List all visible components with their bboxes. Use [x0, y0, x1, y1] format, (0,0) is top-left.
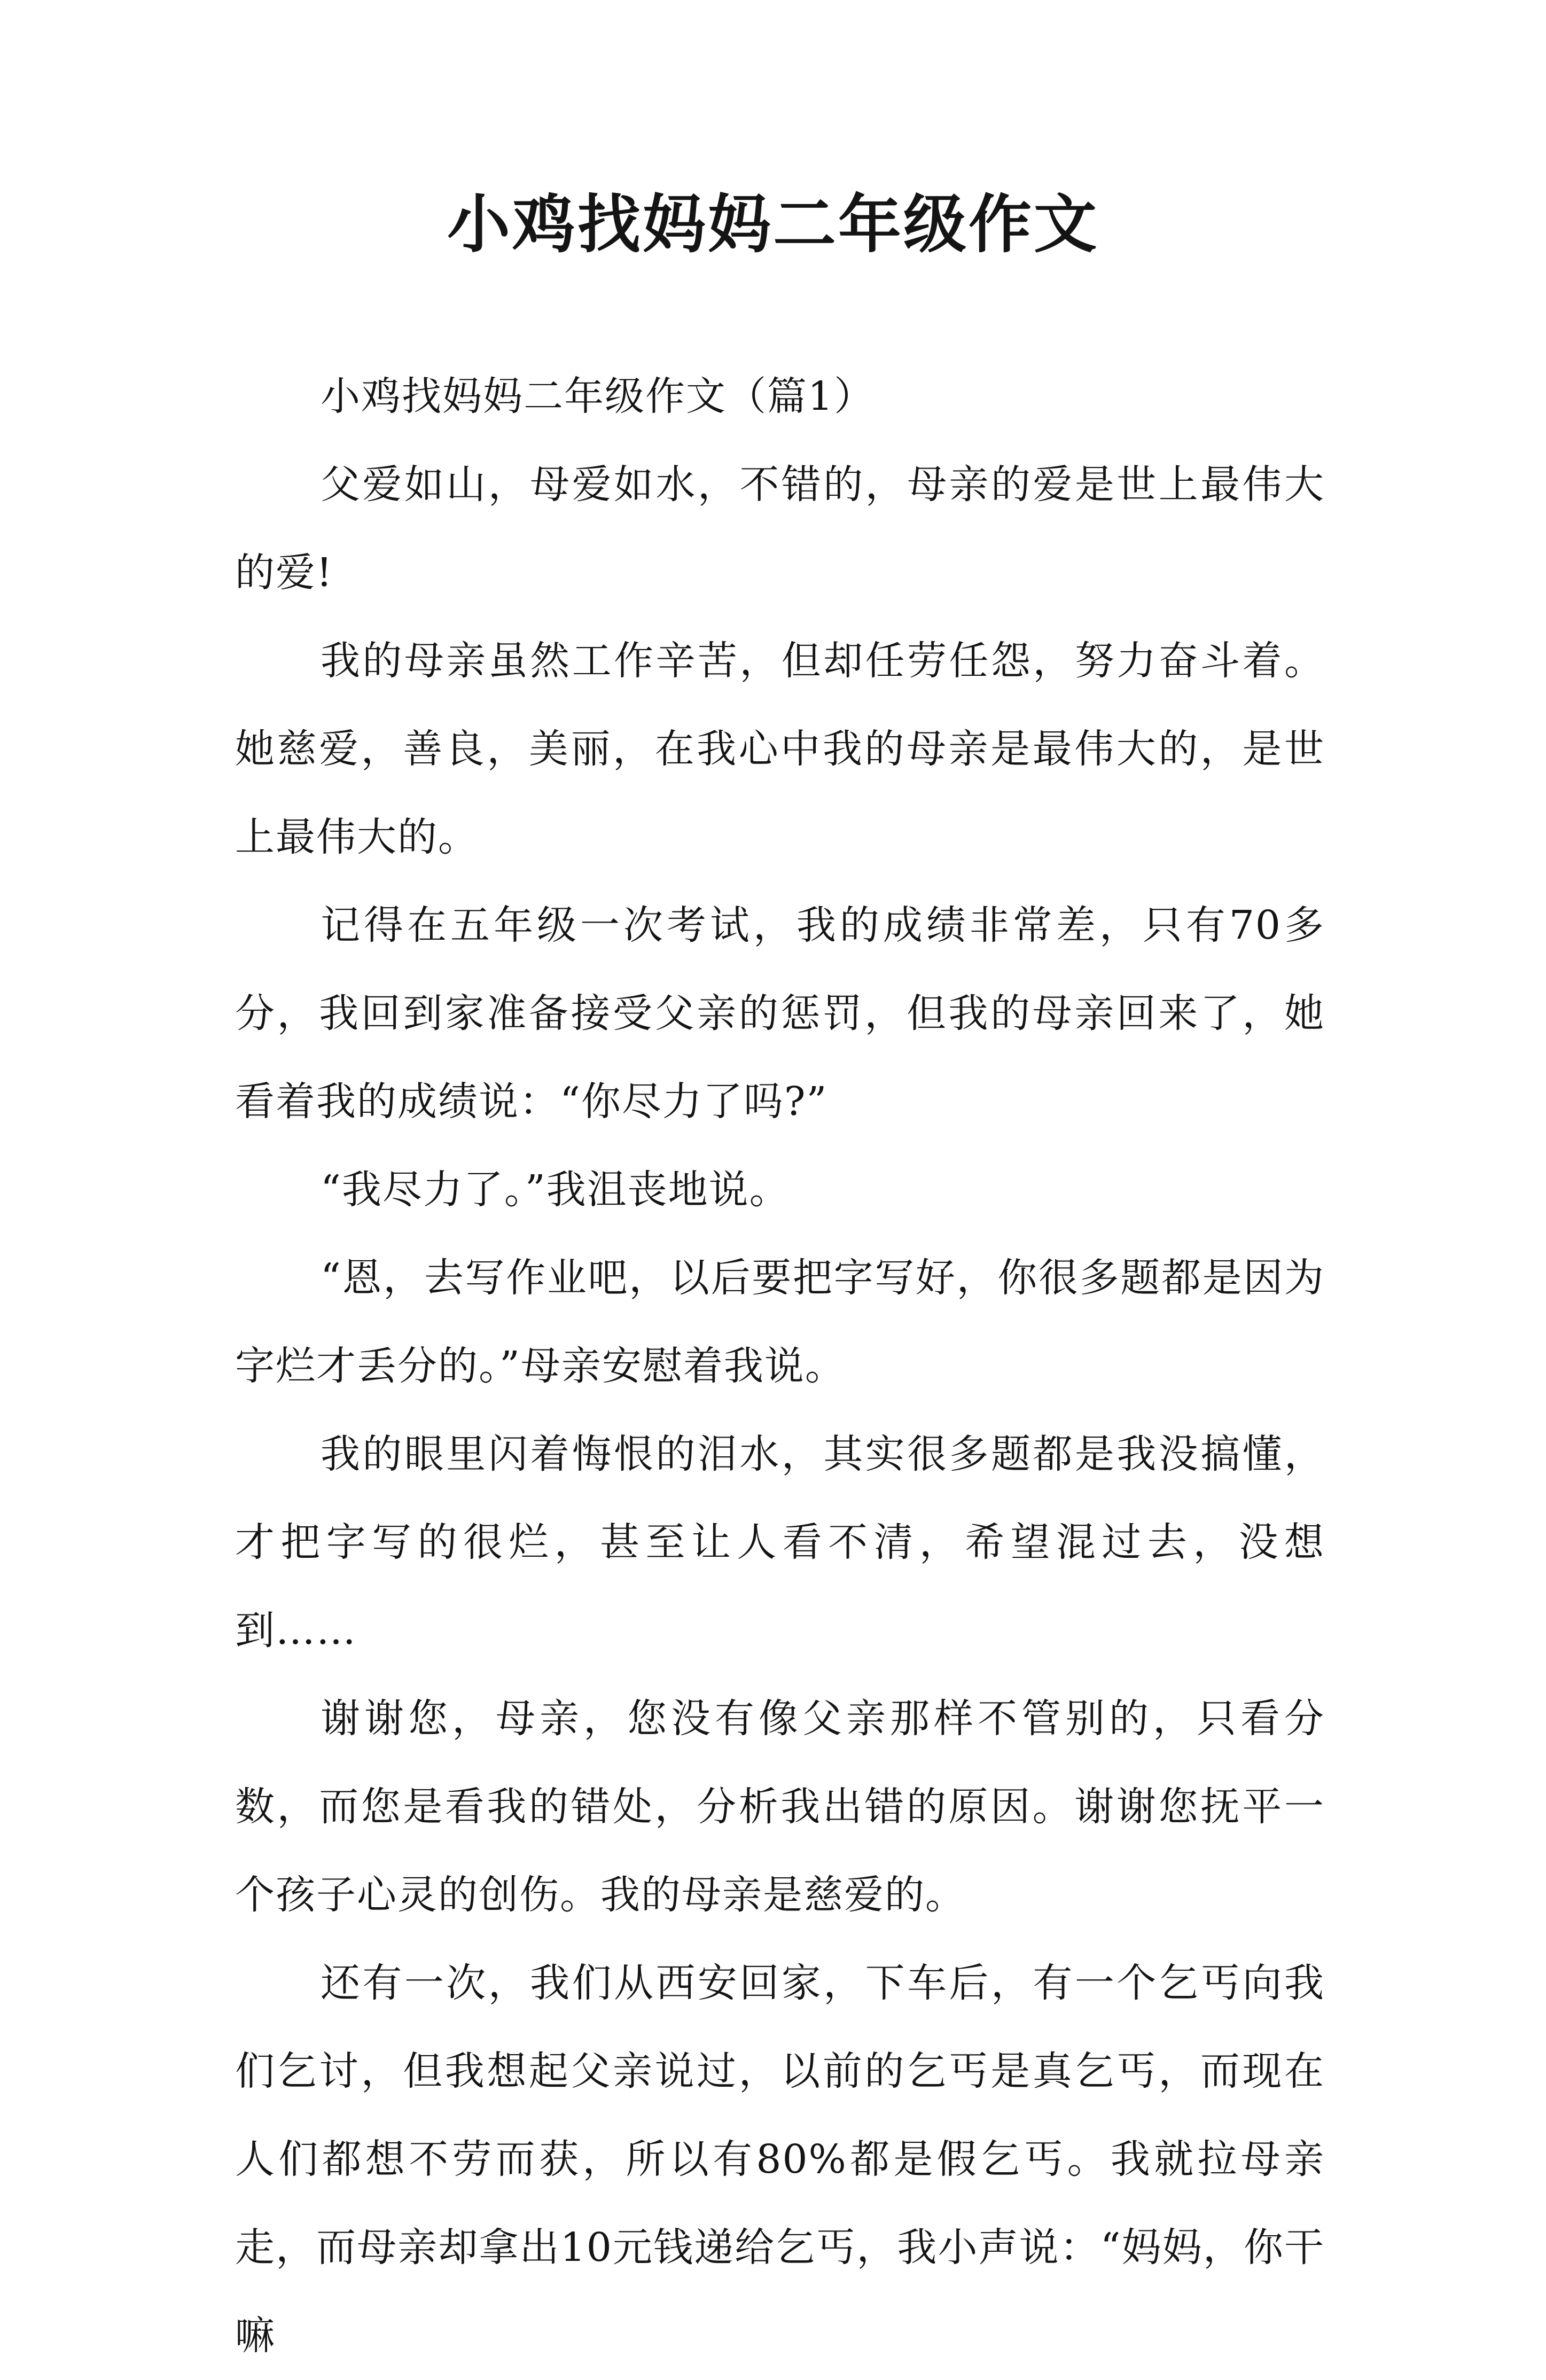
paragraph: “恩，去写作业吧，以后要把字写好，你很多题都是因为字烂才丢分的。”母亲安慰着我说。 [235, 1255, 1325, 1389]
document-title: 小鸡找妈妈二年级作文 [447, 187, 1099, 261]
paragraph: 父爱如山，母爱如水，不错的，母亲的爱是世上最伟大的爱! [235, 462, 1325, 596]
paragraph: 我的眼里闪着悔恨的泪水，其实很多题都是我没搞懂，才把字写的很烂，甚至让人看不清，希望混过去，没想到…… [235, 1431, 1325, 1653]
paragraph: 记得在五年级一次考试，我的成绩非常差，只有70多分，我回到家准备接受父亲的惩罚，但我的母亲回来了，她看着我的成绩说：“你尽力了吗?” [235, 902, 1325, 1125]
paragraph: 我的母亲虽然工作辛苦，但却任劳任怨，努力奋斗着。她慈爱，善良，美丽，在我心中我的母亲是最伟大的，是世上最伟大的。 [235, 638, 1325, 860]
paragraph-section-heading: 小鸡找妈妈二年级作文（篇1） [321, 373, 875, 419]
document-body [235, 353, 1325, 2380]
paragraph: 还有一次，我们从西安回家，下车后，有一个乞丐向我们乞讨，但我想起父亲说过，以前的乞丐是真乞丐，而现在人们都想不劳而获，所以有80%都是假乞丐。我就拉母亲走，而母亲却拿出10元钱递给乞丐，我小声说：“妈妈，你干嘛 [235, 1960, 1325, 2359]
paragraph: 谢谢您，母亲，您没有像父亲那样不管别的，只看分数，而您是看我的错处，分析我出错的原因。谢谢您抚平一个孩子心灵的创伤。我的母亲是慈爱的。 [235, 1696, 1325, 1918]
paragraph: “我尽力了。”我沮丧地说。 [321, 1167, 790, 1213]
